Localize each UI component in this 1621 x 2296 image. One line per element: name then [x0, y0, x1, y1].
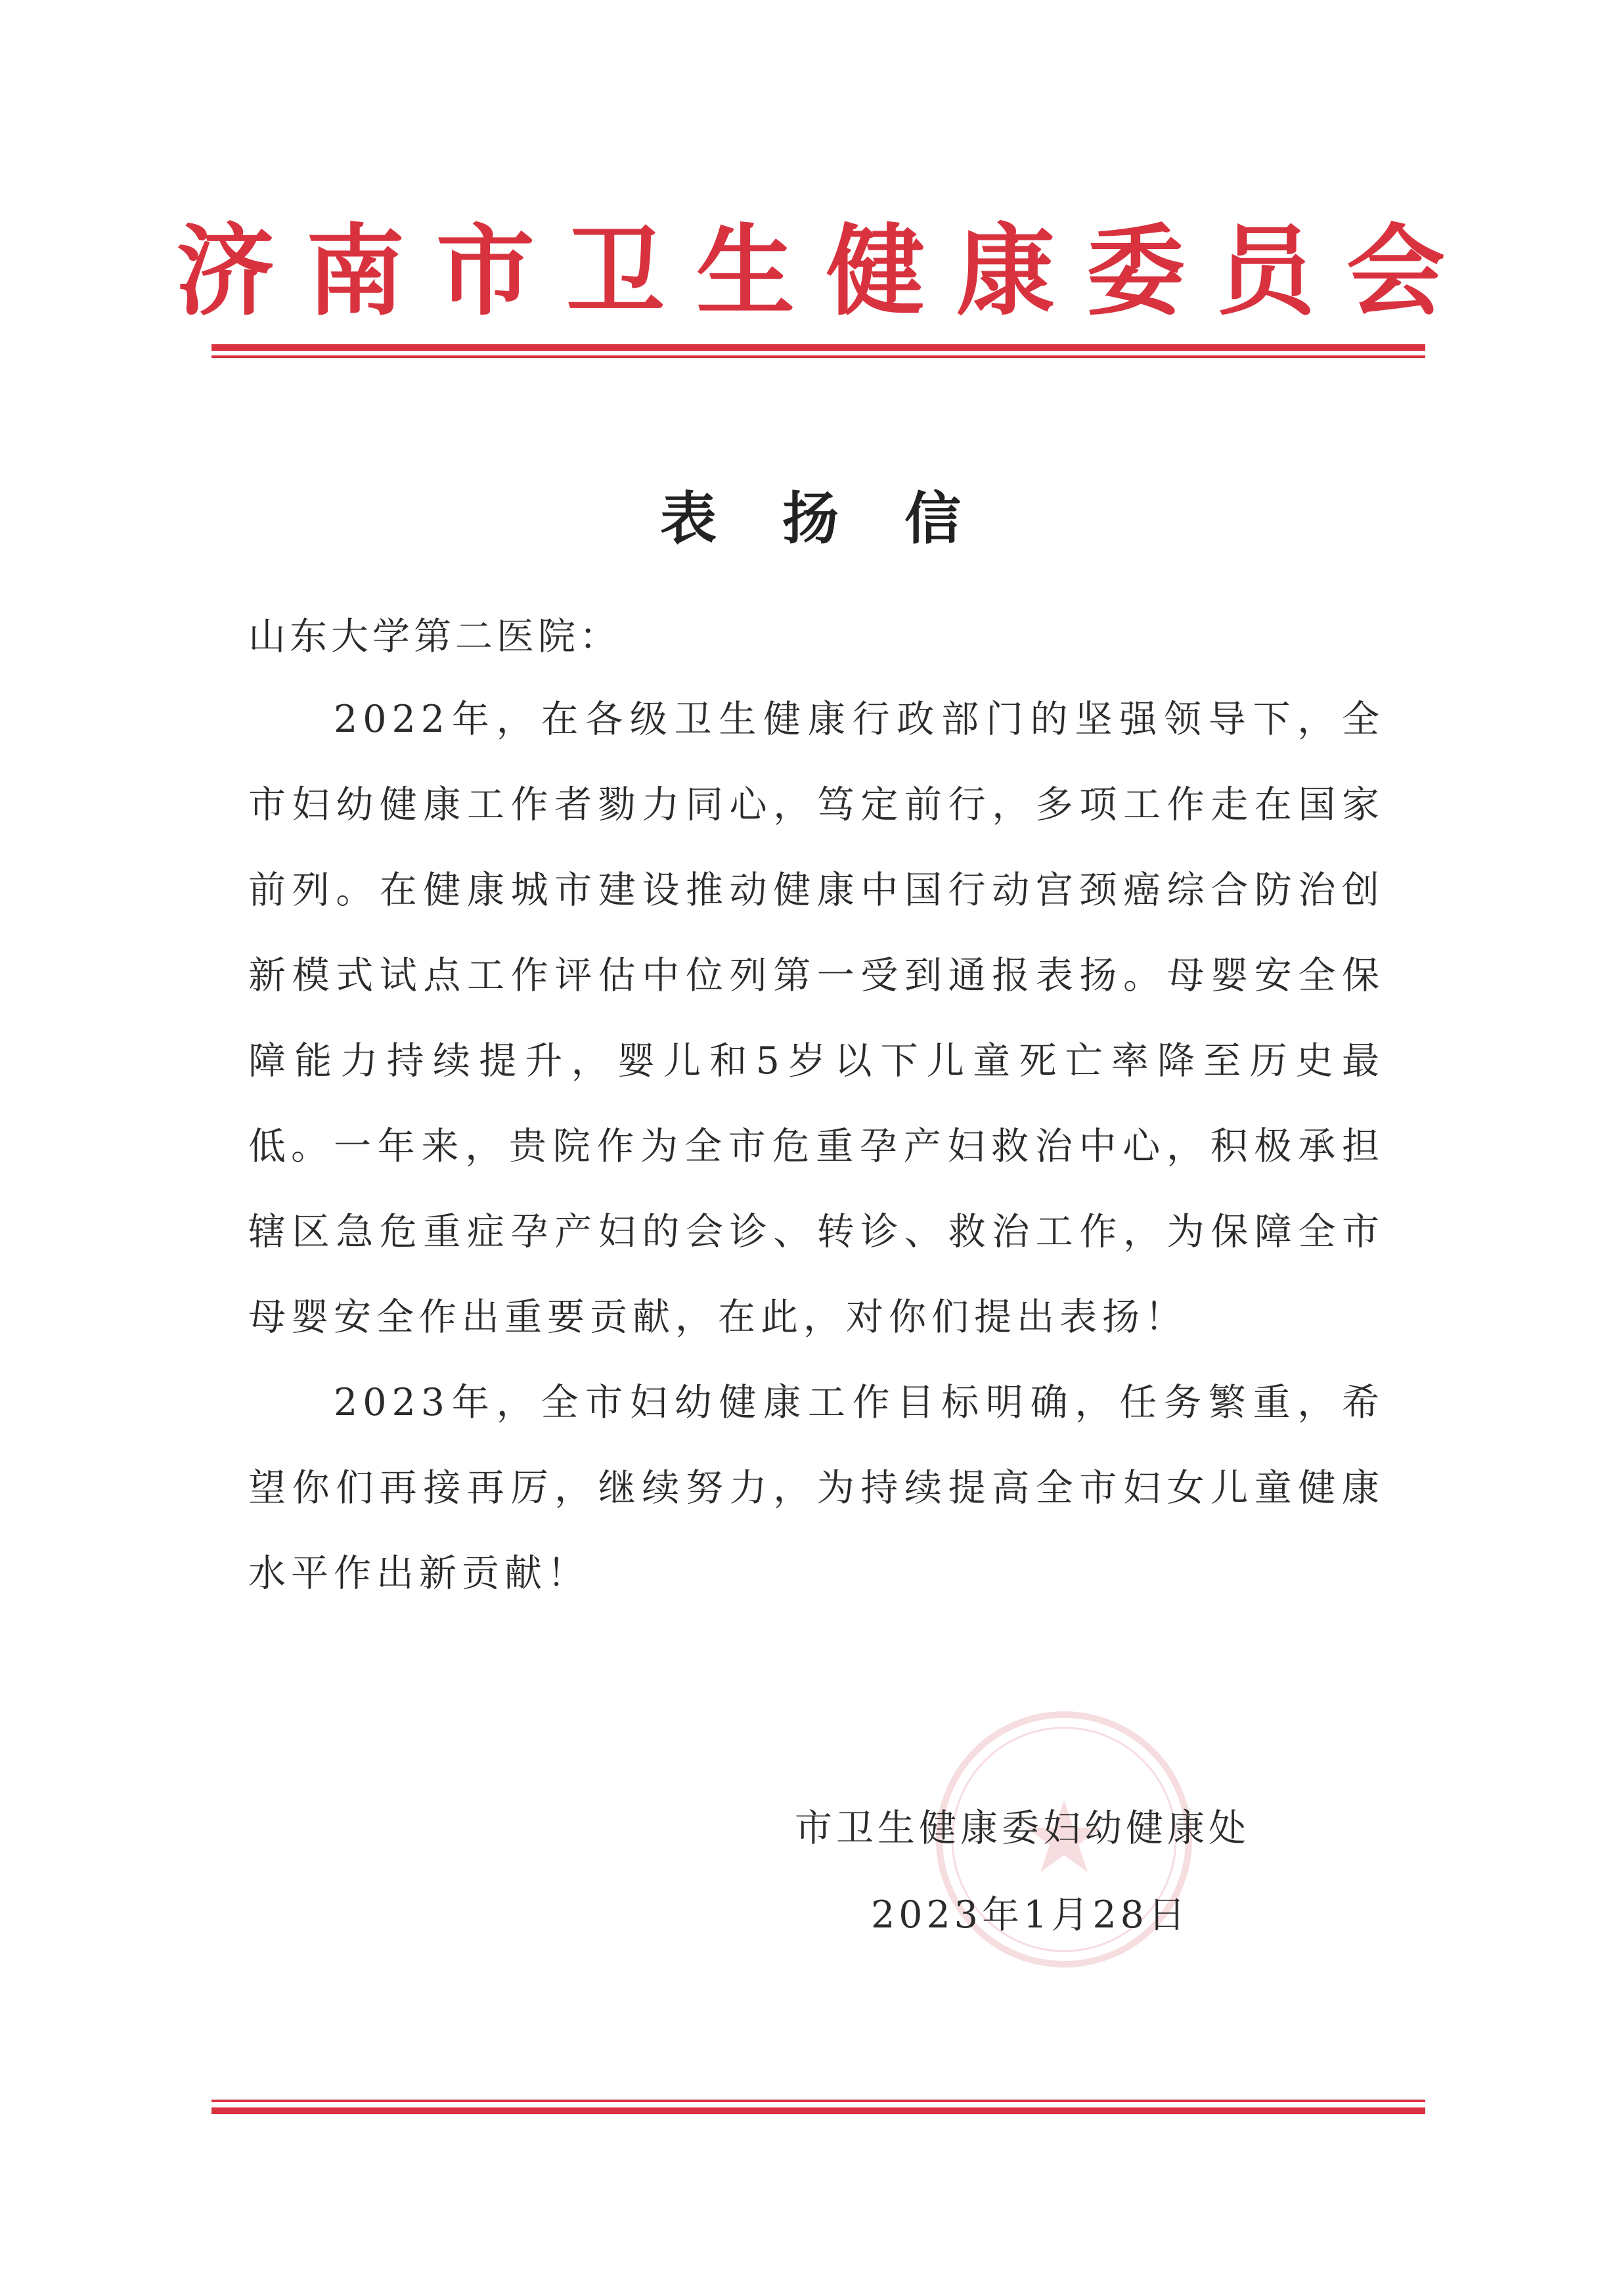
salutation: 山东大学第二医院：: [248, 615, 621, 658]
document-title: 表扬信: [660, 485, 1027, 552]
body-paragraph-3: 2023年，全市妇幼健康工作目标明确，任务繁重，希望你们再接再厉，继续努力，为持续提高全市妇女儿童健康水平作出新贡献！: [248, 1381, 1385, 1595]
letterhead-org-name: 济南市卫生健康委员会: [175, 214, 1477, 329]
body-paragraph-2: 一年来，贵院作为全市危重孕产妇救治中心，积极承担辖区急危重症孕产妇的会诊、转诊、救治工作，为保障全市母婴安全作出重要贡献，在此，对你们提出表扬！: [248, 1125, 1385, 1339]
signature-department: 市卫生健康委妇幼健康处: [795, 1807, 1250, 1850]
body-paragraph-1: 2022年，在各级卫生健康行政部门的坚强领导下，全市妇幼健康工作者勠力同心，笃定前行，多项工作走在国家前列。在健康城市建设推动健康中国行动宫颈癌综合防治创新模式试点工作评估中位列第一受到通报表扬。母婴安全保障能力持续提升，婴儿和5岁以下儿童死亡率降至历史最低。: [248, 698, 1385, 1168]
signature-date: 2023年1月28日: [871, 1893, 1189, 1937]
letterhead-rule-top-thick: [211, 344, 1425, 351]
footer-rule-thick: [211, 2107, 1425, 2114]
footer-rule-thin: [211, 2100, 1425, 2102]
letterhead-rule-top-thin: [211, 355, 1425, 358]
